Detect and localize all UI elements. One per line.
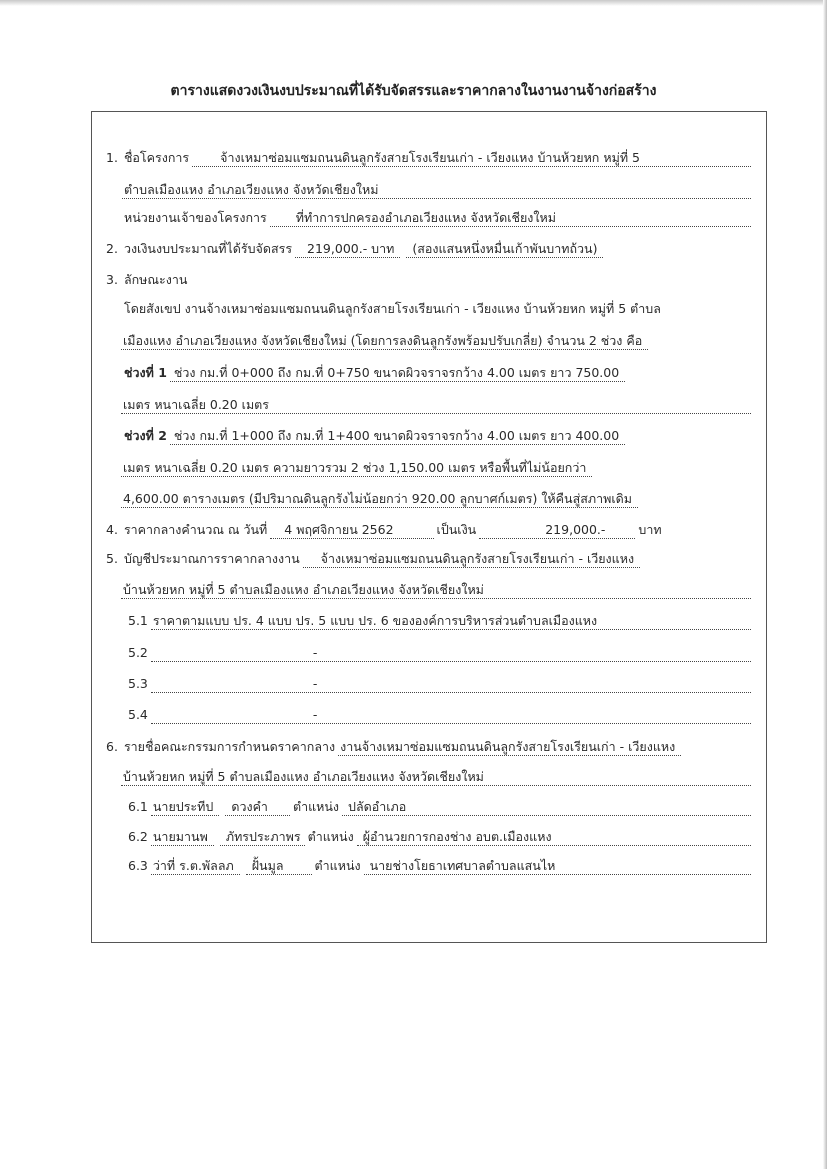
member-row (92, 799, 766, 816)
item5-number: 5. (106, 551, 118, 566)
item6-row (92, 739, 766, 756)
item3-summary-1 (92, 301, 766, 317)
member-surname: ดวงคำ (225, 799, 290, 816)
item1-row-2 (92, 182, 766, 199)
subitem-text: ราคาตามแบบ ปร. 4 แบบ ปร. 5 แบบ ปร. 6 ขององค์การบริหารส่วนตำบลเมืองแหง (151, 613, 751, 630)
member-row (92, 858, 766, 875)
member-name: นายมานพ (151, 829, 214, 846)
member-name: นายประทีป (151, 799, 219, 816)
work-summary-line1: โดยสังเขป งานจ้างเหมาซ่อมแซมถนนดินลูกรังสายโรงเรียนเก่า - เวียงแหง บ้านห้วยหก หมู่ที่ 5 ตำบล (124, 301, 661, 316)
subitem-5-1 (92, 613, 766, 630)
member-position: นายช่างโยธาเทศบาลตำบลแสนไห (364, 858, 751, 875)
item2-row (92, 241, 766, 258)
amount-unit: บาท (638, 522, 662, 537)
section2-row-2 (92, 460, 766, 477)
member-number: 6.3 (128, 858, 148, 873)
median-price-date: 4 พฤศจิกายน 2562 (270, 522, 433, 539)
item3-label: ลักษณะงาน (123, 272, 188, 287)
member-surname: ภัทรประภาพร (220, 829, 305, 846)
section1-row-2 (92, 397, 766, 414)
item4-label: ราคากลางคำนวณ ณ วันที่ (123, 522, 268, 537)
section2-row (92, 428, 766, 445)
subitem-number: 5.1 (128, 613, 148, 628)
subitem-number: 5.3 (128, 676, 148, 691)
budget-amount-words: (สองแสนหนึ่งหมื่นเก้าพันบาทถ้วน) (406, 241, 603, 258)
scan-edge-top (0, 0, 827, 6)
committee-project-location: บ้านห้วยหก หมู่ที่ 5 ตำบลเมืองแหง อำเภอเวียงแหง จังหวัดเชียงใหม่ (121, 769, 751, 786)
subitem-number: 5.4 (128, 707, 148, 722)
estimate-project: จ้างเหมาซ่อมแซมถนนดินลูกรังสายโรงเรียนเก่า - เวียงแหง (303, 551, 640, 568)
section1-detail: ช่วง กม.ที่ 0+000 ถึง กม.ที่ 0+750 ขนาดผิวจราจรกว้าง 4.00 เมตร ยาว 750.00 (170, 365, 625, 382)
project-name: จ้างเหมาซ่อมแซมถนนดินลูกรังสายโรงเรียนเก่า - เวียงแหง บ้านห้วยหก หมู่ที่ 5 (192, 150, 751, 167)
owner-row (92, 210, 766, 227)
item3-row (92, 272, 766, 288)
item2-number: 2. (106, 241, 118, 256)
item6-label: รายชื่อคณะกรรมการกำหนดราคากลาง (123, 739, 336, 754)
committee-project: งานจ้างเหมาซ่อมแซมถนนดินลูกรังสายโรงเรียนเก่า - เวียงแหง (338, 739, 681, 756)
subitem-number: 5.2 (128, 645, 148, 660)
amount-label: เป็นเงิน (436, 522, 477, 537)
scan-edge-right (823, 0, 827, 1169)
item5-row (92, 551, 766, 568)
project-location: ตำบลเมืองแหง อำเภอเวียงแหง จังหวัดเชียงใหม่ (122, 182, 751, 199)
position-label: ตำแหน่ง (314, 858, 361, 873)
member-position: ปลัดอำเภอ (342, 799, 751, 816)
item4-row (92, 522, 766, 539)
item3-number: 3. (106, 272, 118, 287)
member-position: ผู้อำนวยการกองช่าง อบต.เมืองแหง (357, 829, 751, 846)
subitem-text: - (151, 676, 751, 693)
section2-total: เมตร หนาเฉลี่ย 0.20 เมตร ความยาวรวม 2 ช่วง 1,150.00 เมตร หรือพื้นที่ไม่น้อยกว่า (121, 460, 592, 477)
section2-detail: ช่วง กม.ที่ 1+000 ถึง กม.ที่ 1+400 ขนาดผิวจราจรกว้าง 4.00 เมตร ยาว 400.00 (170, 428, 625, 445)
document-title: ตารางแสดงวงเงินงบประมาณที่ได้รับจัดสรรและราคากลางในงานงานจ้างก่อสร้าง (170, 83, 657, 99)
item2-label: วงเงินงบประมาณที่ได้รับจัดสรร (123, 241, 293, 256)
subitem-5-4 (92, 707, 766, 724)
item1-row (92, 150, 766, 167)
section1-label: ช่วงที่ 1 (124, 365, 167, 380)
member-row (92, 829, 766, 846)
position-label: ตำแหน่ง (292, 799, 340, 814)
item6-row-2 (92, 769, 766, 786)
section2-area: 4,600.00 ตารางเมตร (มีปริมาณดินลูกรังไม่น้อยกว่า 920.00 ลูกบาศก์เมตร) ให้คืนสู่สภาพเดิม (121, 491, 638, 508)
estimate-project-location: บ้านห้วยหก หมู่ที่ 5 ตำบลเมืองแหง อำเภอเวียงแหง จังหวัดเชียงใหม่ (121, 582, 751, 599)
item5-row-2 (92, 582, 766, 599)
member-number: 6.2 (128, 829, 148, 844)
budget-amount: 219,000.- บาท (295, 241, 400, 258)
section1-thickness: เมตร หนาเฉลี่ย 0.20 เมตร (121, 397, 751, 414)
section2-label: ช่วงที่ 2 (124, 428, 167, 443)
item4-number: 4. (106, 522, 118, 537)
item1-label: ชื่อโครงการ (123, 150, 190, 165)
section2-row-3 (92, 491, 766, 508)
item3-summary-2 (92, 333, 766, 350)
position-label: ตำแหน่ง (307, 829, 354, 844)
section1-row (92, 365, 766, 382)
subitem-5-3 (92, 676, 766, 693)
subitem-text: - (151, 645, 751, 662)
item1-number: 1. (106, 150, 118, 165)
document-frame (91, 111, 767, 943)
member-name: ว่าที่ ร.ต.พัลลภ (151, 858, 240, 875)
item6-number: 6. (106, 739, 118, 754)
median-price-amount: 219,000.- (479, 522, 635, 539)
member-surname: ฝั้นมูล (246, 858, 312, 875)
item5-label: บัญชีประมาณการราคากลางงาน (123, 551, 300, 566)
owner-value: ที่ทำการปกครองอำเภอเวียงแหง จังหวัดเชียงใหม่ (270, 210, 751, 227)
work-summary-line2: เมืองแหง อำเภอเวียงแหง จังหวัดเชียงใหม่ (โดยการลงดินลูกรังพร้อมปรับเกลี่ย) จำนวน 2 ช่วง คือ (121, 333, 648, 350)
subitem-5-2 (92, 645, 766, 662)
member-number: 6.1 (128, 799, 148, 814)
owner-label: หน่วยงานเจ้าของโครงการ (124, 210, 267, 225)
subitem-text: - (151, 707, 751, 724)
